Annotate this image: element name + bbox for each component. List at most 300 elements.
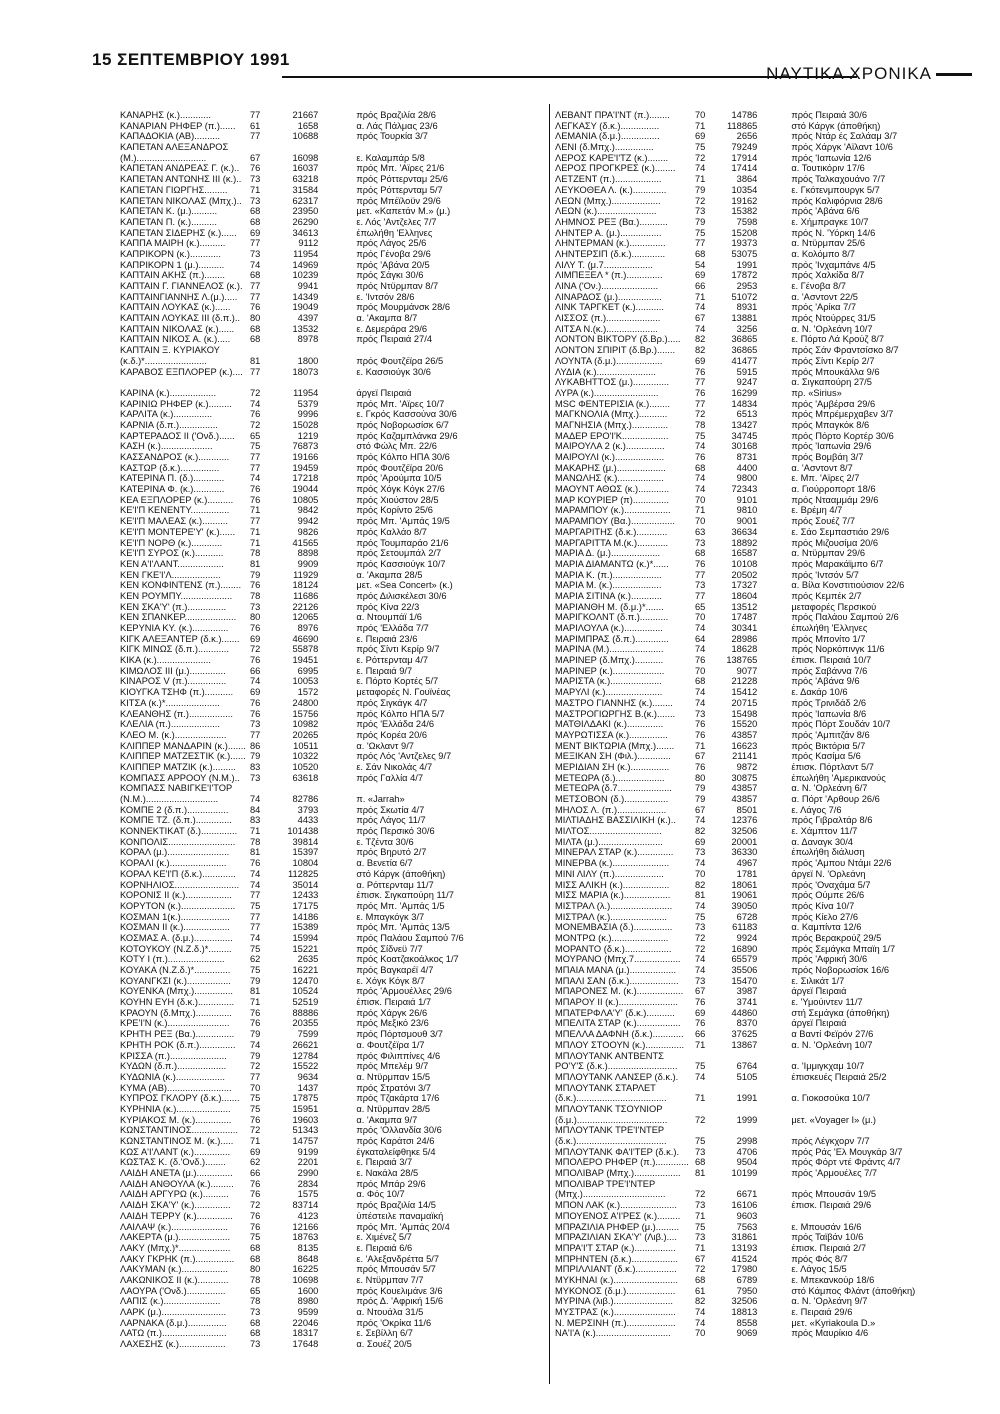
ship-name: ΛΗΝΤΕΡΣΙΠ (δ.κ.)............. (555, 248, 666, 259)
ship-year: 69 (250, 687, 261, 698)
ship-year: 74 (250, 473, 261, 484)
ship-year: 77 (250, 911, 261, 922)
ship-row (120, 495, 530, 506)
ship-row (555, 634, 975, 645)
ship-row (120, 602, 530, 613)
ship-tonnage: 8370 (736, 1018, 758, 1029)
ship-row (555, 1179, 975, 1190)
ship-name: ΚΕ'Ι'Π ΝΟΡΘ (κ.)............ (120, 537, 223, 548)
ship-position: πρός Κίνα 10/7 (791, 900, 855, 911)
ship-row (555, 409, 975, 420)
ship-tonnage: 10520 (292, 761, 319, 772)
ship-row (555, 484, 975, 495)
ship-tonnage: 15522 (292, 1061, 319, 1072)
ship-name: ΚΕ'Ι'Π ΚΕΝΕΝΤΥ............... (120, 505, 230, 516)
ship-year: 71 (250, 505, 261, 516)
ship-year: 76 (250, 697, 261, 708)
ship-row (555, 719, 975, 730)
ship-name: ΚΕΝ ΣΚΑ'Υ' (π.)............... (120, 601, 227, 612)
ship-name: ΚΕΡΥΝΙΑ ΚΥ. (κ.).............. (120, 623, 229, 633)
ship-year: 75 (695, 430, 706, 441)
ship-tonnage: 12784 (292, 1050, 319, 1061)
ship-name: ΚΑΠΡΙΚΟΡΝ (κ.)............ (120, 248, 221, 259)
ship-name: ΜΠΛΟΥ ΣΤΟΟΥΝ (κ.)............... (555, 1039, 685, 1050)
ship-name: (κ.δ.)*........................ (120, 355, 207, 366)
ship-position: έγκαταλείφθηκε 5/4 (356, 1146, 436, 1157)
ship-position: πρός Μαυρίκιο 4/6 (791, 1328, 869, 1339)
ship-row (555, 901, 975, 912)
ship-name: ΜΑΟΥΝΤ ΑΘΩΣ (κ.)............ (555, 484, 670, 495)
ship-name: ΚΕΝ Α'Ι'ΛΑΝΤ.................. (120, 558, 224, 569)
ship-name: ΚΑΣΣΑΝΔΡΟΣ (κ.)............ (120, 452, 230, 462)
ship-name: ΛΙΝΑΡΔΟΣ (μ.)................. (555, 291, 662, 302)
ship-year: 82 (695, 879, 706, 890)
ship-row (555, 1029, 975, 1040)
ship-year: 81 (250, 986, 261, 997)
ship-tonnage: 88886 (292, 1007, 319, 1018)
ship-tonnage: 9924 (736, 932, 758, 943)
ship-tonnage: 2998 (736, 1136, 758, 1146)
ship-year: 69 (250, 227, 261, 238)
ship-year: 83 (250, 815, 261, 826)
ship-name: ΚΑΣΗ (κ.).................... (120, 441, 213, 452)
ship-name: ΜΑΡ ΚΟΥΡΙΕΡ (π).............. (555, 494, 669, 505)
ship-year: 73 (695, 537, 706, 548)
ship-tonnage: 9909 (297, 558, 319, 569)
ship-position: πρός 'Αρμουέλες 7/7 (791, 1168, 878, 1179)
ship-row (555, 1307, 975, 1318)
ship-tonnage: 51343 (292, 1125, 319, 1136)
ship-row (120, 837, 530, 848)
ship-position: α. Ντϋρμπαν 29/6 (791, 548, 865, 559)
ship-row (555, 473, 975, 484)
ship-name: ΛΑΙΔΗ ΑΝΕΤΑ (μ.).............. (120, 1168, 233, 1179)
ship-row (555, 377, 975, 388)
ship-year: 74 (695, 644, 706, 655)
ship-tonnage: 7598 (736, 216, 758, 227)
ship-row (555, 1093, 975, 1104)
ship-tonnage: 26290 (292, 216, 319, 227)
ship-year: 68 (695, 676, 706, 687)
ship-name: ΚΡΕ'Ι'Ν (κ.)........................ (120, 1018, 230, 1029)
ship-year: 76 (695, 655, 706, 666)
ship-tonnage: 17980 (731, 1264, 758, 1275)
ship-tonnage: 43857 (731, 729, 758, 740)
ship-row (120, 1254, 530, 1265)
ship-name: ΜΑΡΙΑ ΔΙΑΜΑΝΤΩ (κ.)*...... (555, 558, 669, 569)
ship-name: ΚΑΡΝΙΑ (δ.π.)............... (120, 419, 218, 430)
ship-position: ε. Γκότενμπουργκ 5/7 (791, 184, 880, 195)
ship-name: ΜΠΑΡΟΥ ΙΙ (κ.)....................... (555, 997, 678, 1008)
ship-year: 76 (250, 302, 261, 313)
ship-tonnage: 16221 (292, 965, 319, 975)
ship-year: 62 (250, 954, 261, 965)
ship-name: ΚΟΥΕΝΚΑ (Μπχ.)............... (120, 986, 233, 997)
ship-position: ε. Πειραιά 29/6 (791, 1307, 853, 1317)
ship-year: 70 (695, 110, 706, 120)
ship-row (120, 313, 530, 324)
ship-tonnage: 13193 (731, 1242, 758, 1253)
ship-position: πρός Βομβάη 3/7 (791, 452, 864, 462)
ship-tonnage: 9069 (736, 1328, 758, 1339)
ship-year: 78 (250, 590, 261, 601)
ship-name: ΜΕΞΙΚΑΝ ΣΗ (Φιλ.)............. (555, 751, 671, 762)
ship-name: ΛΕΓΚΑΣΥ (δ.κ.)............... (555, 120, 660, 131)
ship-position: άργεϊ Πειραιά (356, 387, 412, 398)
ship-year: 79 (695, 783, 706, 794)
ship-tonnage: 11686 (293, 590, 319, 601)
ship-name: ΚΕΑ ΕΞΠΛΟΡΕΡ (κ.).......... (120, 494, 234, 505)
ship-row (555, 1211, 975, 1222)
ship-position: πρός Μπάρ 29/6 (356, 1178, 426, 1189)
ship-name: ΚΕΝ ΣΠΑΝΚΕΡ.................... (120, 612, 237, 623)
ship-tonnage: 4433 (297, 815, 319, 826)
ship-year: 74 (695, 687, 706, 698)
ship-row (120, 805, 530, 816)
ship-tonnage: 82786 (292, 794, 319, 804)
ship-tonnage: 35014 (292, 879, 319, 890)
ship-name: ΚΩΝΣΤΑΝΤΙΝΟΣ.................. (120, 1125, 238, 1136)
ship-position: α. Ντουάλα 31/5 (356, 1307, 424, 1317)
ship-row (120, 281, 530, 292)
ship-position: πρ. «Sirius» (791, 387, 842, 398)
ship-year: 67 (695, 986, 706, 997)
ship-row (120, 1264, 530, 1275)
ship-name: ΛΙΜΠΕΞΕΛ * (π.).............. (555, 270, 663, 281)
ship-name: ΚΥΜΑ (ΑΒ)......................... (120, 1082, 232, 1093)
ship-position: πρός Πόρτο Κορτέρ 30/6 (791, 430, 894, 441)
ship-name: ΚΛΙΠΠΕΡ ΜΑΝΔΑΡΙΝ (κ.)....... (120, 740, 246, 751)
ship-name: ΜΙΛΤΟΣ............................ (555, 826, 662, 837)
ship-position: μετ. «Sea Concert» (κ.) (356, 580, 453, 591)
ship-tonnage: 2635 (297, 954, 319, 965)
ship-name: ΛΗΝΤΕΡΜΑΝ (κ.).............. (555, 238, 666, 249)
ship-name: MSC ΦΕΝΤΕΡΙΣΙΑ (κ.)........ (555, 398, 670, 409)
ship-row (120, 1093, 530, 1104)
ship-row (555, 666, 975, 677)
ship-position: ε. Δακάρ 10/6 (791, 687, 848, 698)
ship-name: ΚΑΠΕΤΑΝ Κ. (μ.).......... (120, 206, 218, 217)
ship-tonnage: 9800 (736, 473, 758, 484)
right-ship-column (555, 110, 975, 1339)
ship-year: 69 (250, 633, 261, 644)
ship-row (120, 965, 530, 976)
ship-row (555, 741, 975, 752)
ship-year: 73 (695, 847, 706, 858)
ship-year: 64 (695, 633, 706, 644)
ship-position: ε. Σιλικάτ 1/7 (791, 975, 845, 986)
ship-name: ΜΑΡΙΛΟΥΛΑ (κ.)............... (555, 623, 663, 633)
ship-year: 77 (250, 729, 261, 740)
ship-name: ΚΟΤΥ Ι (π.)...................... (120, 954, 225, 965)
ship-position: α. 'Ακαμπα 28/5 (356, 569, 423, 580)
ship-row (120, 206, 530, 217)
ship-year: 75 (250, 943, 261, 954)
ship-year: 76 (250, 484, 261, 495)
ship-position: α. 'Ασντοντ 8/7 (791, 462, 853, 473)
ship-position: πρός Μεξικό 23/6 (356, 1018, 429, 1029)
ship-tonnage: 12433 (292, 890, 319, 901)
ship-position: πρός Κόλπο ΗΠΑ 5/7 (356, 708, 445, 719)
ship-tonnage: 17414 (731, 163, 758, 174)
ship-name: ΚΙΓΚ ΜΙΝΩΣ (δ.π.)............ (120, 644, 229, 655)
ship-position: πρός Ρόττερνταμ 25/6 (356, 174, 448, 185)
ship-position: πρός Μπουσάν 5/7 (356, 1264, 436, 1275)
ship-position: πρός Ν. 'Υόρκη 14/6 (791, 227, 876, 238)
ship-tonnage: 2953 (736, 281, 758, 291)
ship-name: ΜΑΥΡΩΤΙΣΣΑ (κ.)............... (555, 729, 668, 740)
ship-position: πρός Σίντι Κερίρ 9/7 (356, 644, 440, 655)
ship-row (120, 1200, 530, 1211)
ship-row (120, 174, 530, 185)
ship-name: ΜΠΡΙΛΛΙΑΝΤ (δ.κ.)................ (555, 1264, 677, 1275)
ship-year: 71 (695, 120, 706, 131)
ship-row (120, 666, 530, 677)
ship-position: πρός 'Αβάνα 20/5 (356, 259, 430, 270)
ship-name: ΜΠΡΑΖΙΛΙΑ ΡΗΦΕΡ (μ.)......... (555, 1221, 680, 1232)
ship-tonnage: 20001 (731, 836, 758, 847)
ship-row (120, 976, 530, 987)
ship-name: ΚΟΝΝΕΚΤΙΚΑΤ (δ.).............. (120, 826, 238, 837)
ship-tonnage: 65579 (731, 954, 758, 965)
ship-name: ΚΙΚΑ (κ.)..................... (120, 655, 211, 666)
ship-position: πρός Μπ. 'Αϊρες 10/7 (356, 398, 445, 409)
ship-tonnage: 1800 (297, 355, 319, 366)
ship-row (120, 869, 530, 880)
ship-tonnage: 22046 (292, 1317, 319, 1328)
left-ship-column (120, 110, 530, 1350)
ship-name: ΚΟΡΟΝΙΣ ΙΙ (κ.).................. (120, 890, 232, 901)
ship-name: ΚΙΜΩΛΟΣ ΙΙΙ (μ.).............. (120, 665, 226, 676)
ship-name: ΛΑΙΛΑΨ (κ.)...................... (120, 1221, 229, 1232)
ship-position: μετ. «Καπετάν Μ.» (μ.) (356, 206, 451, 217)
ship-row (120, 196, 530, 207)
ship-year: 71 (695, 174, 706, 185)
ship-position: έπωλήθη 'Αμερικανούς (791, 772, 886, 783)
ship-tonnage: 6995 (297, 665, 319, 676)
ship-position: ε. Πειραιά 3/7 (356, 1157, 413, 1168)
ship-row (555, 1136, 975, 1147)
ship-year: 79 (250, 1050, 261, 1061)
ship-row (555, 1275, 975, 1286)
ship-tonnage: 15498 (731, 708, 758, 719)
ship-year: 74 (695, 900, 706, 911)
ship-row (555, 837, 975, 848)
ship-row (120, 794, 530, 805)
ship-position: πρός Χαλκίδα 8/7 (791, 270, 865, 281)
ship-position: α. Βίλα Κονστιτιούσιον 22/6 (791, 580, 905, 591)
ship-name: ΚΟΤΟΥΚΟΥ (Ν.Ζ.δ.)*......... (120, 943, 232, 954)
ship-tonnage: 30341 (731, 623, 758, 633)
issue-date: 15 ΣΕΠΤΕΜΒΡΙΟΥ 1991 (92, 50, 290, 69)
ship-tonnage: 7950 (736, 1285, 758, 1296)
ship-tonnage: 2656 (736, 131, 758, 142)
ship-year: 70 (695, 494, 706, 505)
ship-name: ΛΕΩΝ (κ.)....................... (555, 206, 657, 217)
ship-name: ΚΛΕΟ Μ. (κ.).................... (120, 729, 227, 740)
ship-position: πρός Μπαγκόκ 8/6 (791, 419, 870, 430)
ship-position: πρός Σετουμπάλ 2/7 (356, 548, 442, 559)
ship-position: πρός 'Αρμουέλλες 29/6 (356, 986, 452, 997)
ship-row (120, 334, 530, 345)
ship-tonnage: 18628 (731, 644, 758, 655)
ship-position: α. Τουτικόριν 17/6 (791, 163, 865, 174)
ship-row (555, 1125, 975, 1136)
ship-year: 68 (250, 1328, 261, 1339)
ship-year: 76 (695, 761, 706, 772)
ship-row (120, 238, 530, 249)
ship-tonnage: 1600 (297, 1285, 319, 1296)
ship-tonnage: 15470 (731, 975, 758, 986)
ship-name: ΚΑΠΕΤΑΝ ΣΙΔΕΡΗΣ (κ.)...... (120, 227, 237, 238)
ship-row (555, 399, 975, 410)
ship-year: 79 (695, 216, 706, 227)
ship-year: 74 (250, 932, 261, 943)
ship-name: ΜΙΝΙ ΛΙΛΥ (π.)................... (555, 868, 664, 879)
ship-tonnage: 20265 (292, 729, 319, 740)
ship-name: ΛΙΝΚ ΤΑΡΓΚΕΤ (κ.)........... (555, 302, 664, 313)
ship-row (555, 260, 975, 271)
ship-row (555, 356, 975, 367)
ship-tonnage: 18073 (292, 366, 319, 377)
ship-position: πρός Βερακρούζ 29/5 (791, 932, 882, 943)
ship-row (555, 1328, 975, 1339)
ship-position: πρός Γαλλία 4/7 (356, 772, 424, 783)
ship-year: 73 (695, 975, 706, 986)
ship-year: 54 (695, 259, 706, 270)
ship-name: ΚΙΓΚ ΑΛΕΞΑΝΤΕΡ (δ.κ.)....... (120, 633, 240, 644)
ship-tonnage: 72343 (731, 484, 758, 495)
ship-name: ΚΟΥΑΝΓΚΣΙ (κ.)................. (120, 975, 231, 986)
ship-name: ΛΥΚΑΒΗΤΤΟΣ (μ.).............. (555, 377, 670, 388)
ship-tonnage: 24800 (292, 697, 319, 708)
ship-name: ΜΕΤΣΟΒΟΝ (δ.)................. (555, 794, 669, 804)
ship-year: 74 (695, 965, 706, 975)
ship-year: 75 (250, 1232, 261, 1243)
ship-tonnage: 10982 (292, 719, 319, 730)
ship-position: ε. Νακάλα 28/5 (356, 1168, 419, 1179)
ship-year: 73 (250, 195, 261, 206)
ship-year: 75 (250, 900, 261, 911)
ship-position: πρός Μπ. 'Αμπάς 13/5 (356, 922, 450, 933)
ship-year: 65 (250, 1285, 261, 1296)
ship-tonnage: 10524 (292, 986, 319, 997)
ship-tonnage: 43857 (731, 794, 758, 804)
ship-row (555, 912, 975, 923)
ship-name: ΜΙΣΣ ΜΑΡΙΑ (κ.).................. (555, 890, 671, 901)
ship-tonnage: 22126 (292, 601, 319, 612)
ship-tonnage: 35506 (731, 965, 758, 975)
ship-tonnage: 14834 (731, 398, 758, 409)
ship-name: Ν. ΜΕΡΣΙΝΗ (π.)................... (555, 1317, 676, 1328)
ship-tonnage: 9599 (297, 1307, 319, 1317)
ship-year: 72 (250, 419, 261, 430)
ship-tonnage: 9101 (736, 494, 758, 505)
ship-name: ΛΕΝΙ (δ.Μπχ.)............... (555, 142, 654, 153)
ship-name: ΜΑΚΑΡΗΣ (μ.)................... (555, 462, 666, 473)
ship-year: 61 (695, 1285, 706, 1296)
ship-name: ΜΑΓΝΗΣΙΑ (Μπχ.).............. (555, 419, 669, 430)
ship-row (555, 1318, 975, 1329)
ship-name: ΜΠΛΟΥΤΑΝΚ ΑΝΤΒΕΝΤΣ (555, 1050, 664, 1061)
ship-tonnage: 41524 (731, 1253, 758, 1264)
ship-row (120, 783, 530, 794)
ship-row (555, 131, 975, 142)
ship-tonnage: 44860 (731, 1007, 758, 1018)
ship-year: 71 (250, 526, 261, 537)
ship-year: 71 (250, 184, 261, 195)
ship-row (555, 334, 975, 345)
ship-name: ΜΑΡΙΝΑ (Μ.)..................... (555, 644, 664, 655)
ship-name: ΚΑΠΕΤΑΝ ΝΙΚΟΛΑΣ (Μπχ.).. (120, 195, 242, 206)
ship-name: ΚΥΡΙΑΚΟΣ Μ. (κ.).............. (120, 1114, 232, 1125)
ship-position: έπισκ. Πειραιά 2/7 (791, 1242, 867, 1253)
ship-year: 74 (250, 676, 261, 687)
ship-name: ΚΟΡΝΗΛΙΟΣ......................... (120, 879, 240, 890)
ship-name: ΚΩΣΤΑΣ Κ. (δ.'Ονδ.)........ (120, 1157, 226, 1168)
ship-position: ε. Ρόττερνταμ 4/7 (356, 655, 429, 666)
ship-row (120, 249, 530, 260)
ship-year: 77 (250, 1071, 261, 1082)
ship-year: 72 (250, 1061, 261, 1072)
ship-year: 72 (695, 152, 706, 163)
ship-tonnage: 63218 (292, 174, 319, 185)
ship-row (120, 484, 530, 495)
ship-row (555, 174, 975, 185)
ship-row (120, 719, 530, 730)
ship-row (555, 1296, 975, 1307)
ship-row (120, 548, 530, 559)
ship-year: 74 (695, 858, 706, 869)
ship-row (120, 1029, 530, 1040)
ship-tonnage: 46690 (292, 633, 319, 644)
ship-year: 71 (250, 537, 261, 548)
ship-year: 74 (695, 1071, 706, 1082)
ship-tonnage: 1437 (297, 1082, 319, 1093)
ship-position: α. 'Ασντοντ 22/5 (791, 291, 858, 302)
ship-name: ΜΑΡΙΝΕΡ (δ.Μπχ.)........... (555, 655, 664, 666)
ship-position: ε. Βρέμη 4/7 (791, 505, 843, 516)
ship-year: 74 (695, 815, 706, 826)
ship-name: ΜΑΣΤΡΟ ΓΙΑΝΝΗΣ (κ.)........ (555, 697, 673, 708)
ship-year: 67 (695, 1253, 706, 1264)
ship-row (120, 1275, 530, 1286)
ship-year: 74 (695, 323, 706, 334)
ship-name: ΛΑΠΙΣ (κ.)...................... (120, 1296, 221, 1307)
ship-position: πρός Βραζιλία 14/5 (356, 1200, 436, 1211)
ship-year: 77 (250, 110, 261, 120)
ship-name: ΛΑΚΕΡΤΑ (μ.).................... (120, 1232, 231, 1243)
ship-tonnage: 1219 (297, 430, 319, 441)
ship-year: 73 (250, 719, 261, 730)
ship-tonnage: 1575 (297, 1189, 319, 1200)
ship-year: 82 (695, 334, 706, 345)
ship-row (555, 1200, 975, 1211)
ship-name: ΚΟΡΑΛΙ (κ.)...................... (120, 858, 227, 869)
ship-tonnage: 19603 (292, 1114, 319, 1125)
ship-name: ΛΕΤΖΕΝΤ (π.).................. (555, 174, 662, 185)
ship-name: ΜΑΡΑΜΠΟΥ (Βα.)................. (555, 516, 675, 527)
ship-name: ΚΑΝΑΡΗΣ (κ.)............ (120, 110, 211, 120)
ship-row (555, 121, 975, 132)
ship-tonnage: 9826 (297, 526, 319, 537)
ship-year: 68 (695, 1157, 706, 1168)
ship-row (555, 228, 975, 239)
ship-row (120, 1061, 530, 1072)
ship-row (120, 505, 530, 516)
ship-year: 72 (250, 1200, 261, 1211)
ship-name: ΚΩΣ Α'Ι'ΛΑΝΤ (κ.).............. (120, 1146, 231, 1157)
